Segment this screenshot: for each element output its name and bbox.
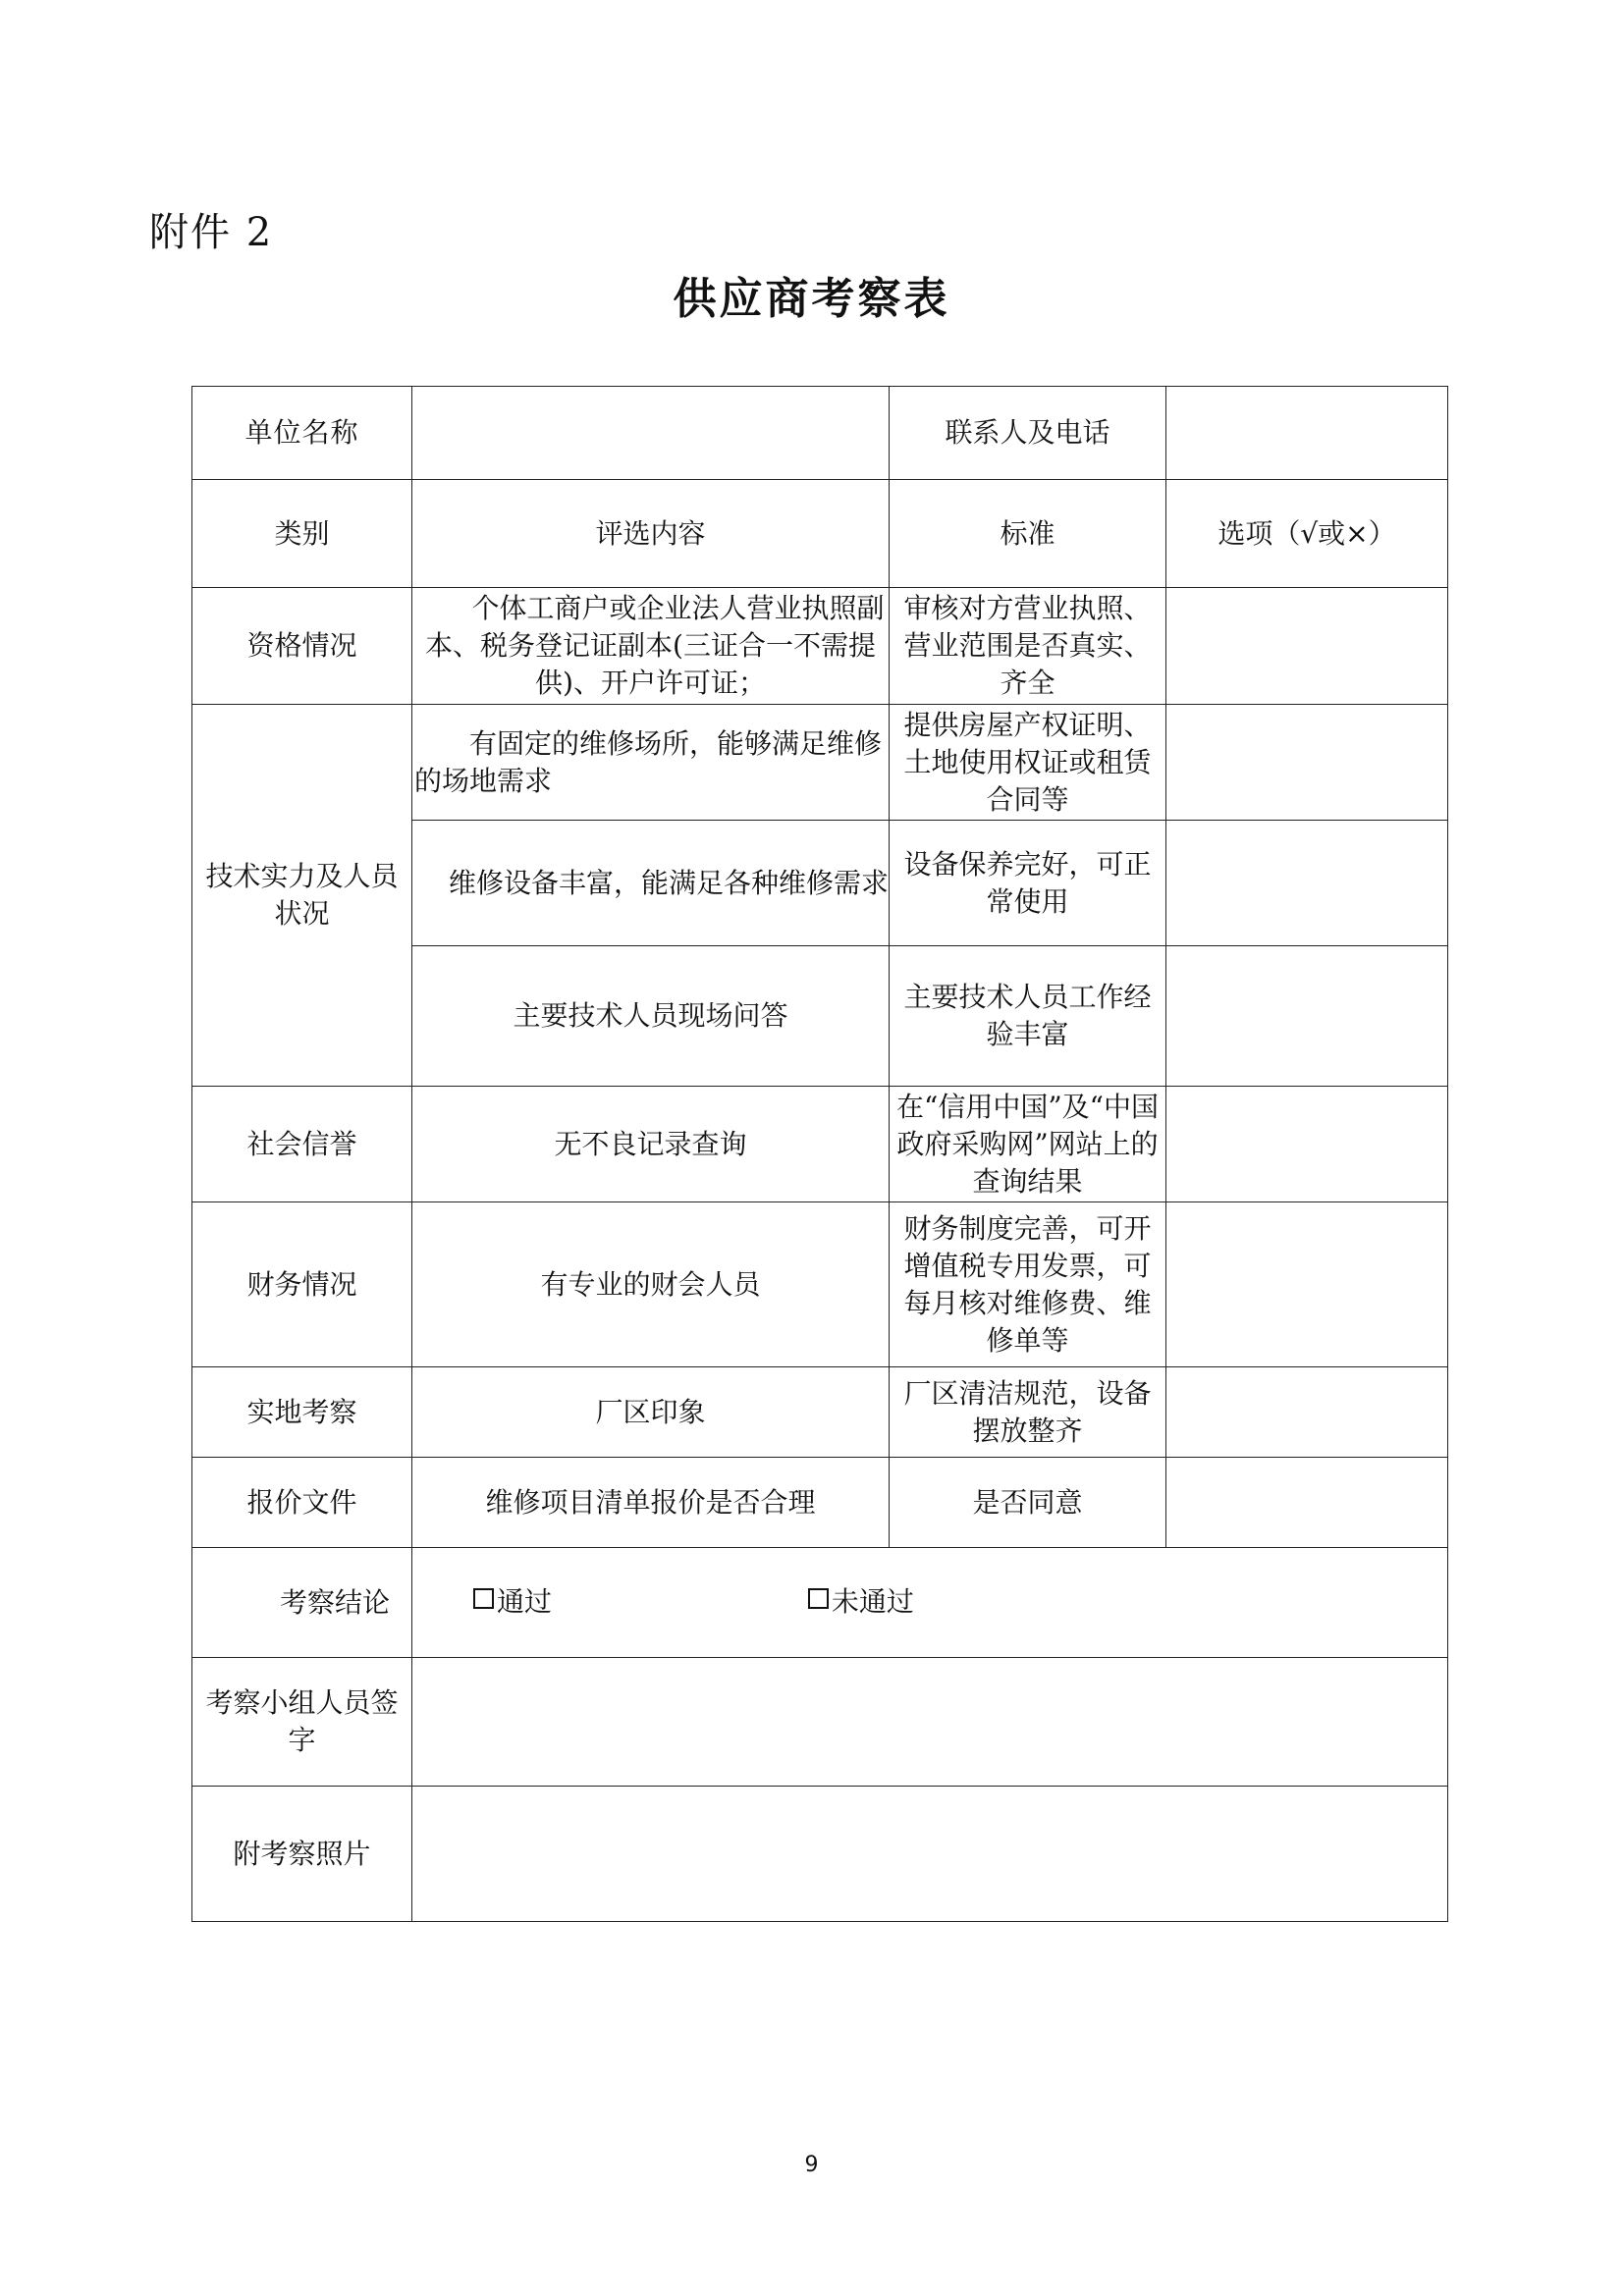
row-qualification: [192, 588, 1448, 705]
supplier-inspection-table: [191, 386, 1448, 1922]
attachment-label: 附件 2: [149, 210, 274, 255]
fail-checkbox[interactable]: [808, 1588, 829, 1609]
pass-checkbox[interactable]: [473, 1588, 494, 1609]
row-signature: [192, 1658, 1448, 1787]
content-credit: 无不良记录查询: [412, 1087, 890, 1202]
option-qualification[interactable]: [1166, 588, 1448, 705]
content-tech-2: 维修设备丰富，能满足各种维修需求: [412, 821, 890, 946]
row-quote: [192, 1458, 1448, 1548]
form-title: 供应商考察表: [673, 274, 950, 324]
signature-field[interactable]: [412, 1658, 1448, 1787]
content-qualification: 个体工商户或企业法人营业执照副本、税务登记证副本(三证合一不需提供)、开户许可证；: [412, 588, 890, 705]
photos-label: 附考察照片: [192, 1787, 412, 1922]
option-tech-2[interactable]: [1166, 821, 1448, 946]
conclusion-label: 考察结论: [192, 1548, 412, 1658]
standard-site: 厂区清洁规范，设备摆放整齐: [890, 1367, 1166, 1458]
fail-label: 未通过: [831, 1584, 914, 1618]
pass-option[interactable]: [473, 1583, 799, 1621]
row-site: [192, 1367, 1448, 1458]
category-quote: 报价文件: [192, 1458, 412, 1548]
standard-finance: 财务制度完善，可开增值税专用发票，可每月核对维修费、维修单等: [890, 1202, 1166, 1367]
signature-label: 考察小组人员签字: [192, 1658, 412, 1787]
content-site: 厂区印象: [412, 1367, 890, 1458]
pass-label: 通过: [497, 1584, 553, 1618]
row-photos: [192, 1787, 1448, 1922]
category-qualification: 资格情况: [192, 588, 412, 705]
header-row: [192, 387, 1448, 480]
standard-credit: 在“信用中国”及“中国政府采购网”网站上的查询结果: [890, 1087, 1166, 1202]
category-site: 实地考察: [192, 1367, 412, 1458]
contact-label: 联系人及电话: [890, 387, 1166, 480]
col-option: 选项（√或×）: [1166, 480, 1448, 588]
row-credit: [192, 1087, 1448, 1202]
standard-tech-1: 提供房屋产权证明、土地使用权证或租赁合同等: [890, 705, 1166, 821]
content-tech-1: 有固定的维修场所，能够满足维修的场地需求: [412, 705, 890, 821]
conclusion-options: [412, 1548, 1448, 1658]
col-standard: 标准: [890, 480, 1166, 588]
page-number: 9: [804, 2153, 819, 2177]
unit-name-label: 单位名称: [192, 387, 412, 480]
category-tech: 技术实力及人员状况: [192, 705, 412, 1087]
col-content: 评选内容: [412, 480, 890, 588]
standard-quote: 是否同意: [890, 1458, 1166, 1548]
option-tech-1[interactable]: [1166, 705, 1448, 821]
content-finance: 有专业的财会人员: [412, 1202, 890, 1367]
fail-option[interactable]: [808, 1583, 914, 1621]
option-finance[interactable]: [1166, 1202, 1448, 1367]
option-site[interactable]: [1166, 1367, 1448, 1458]
row-tech-1: [192, 705, 1448, 821]
category-credit: 社会信誉: [192, 1087, 412, 1202]
option-tech-3[interactable]: [1166, 946, 1448, 1087]
row-conclusion: [192, 1548, 1448, 1658]
option-quote[interactable]: [1166, 1458, 1448, 1548]
contact-field[interactable]: [1166, 387, 1448, 480]
unit-name-field[interactable]: [412, 387, 890, 480]
option-credit[interactable]: [1166, 1087, 1448, 1202]
row-finance: [192, 1202, 1448, 1367]
standard-tech-3: 主要技术人员工作经验丰富: [890, 946, 1166, 1087]
category-finance: 财务情况: [192, 1202, 412, 1367]
col-category: 类别: [192, 480, 412, 588]
photos-field[interactable]: [412, 1787, 1448, 1922]
content-quote: 维修项目清单报价是否合理: [412, 1458, 890, 1548]
content-tech-3: 主要技术人员现场问答: [412, 946, 890, 1087]
standard-qualification: 审核对方营业执照、营业范围是否真实、齐全: [890, 588, 1166, 705]
column-header-row: [192, 480, 1448, 588]
standard-tech-2: 设备保养完好，可正常使用: [890, 821, 1166, 946]
